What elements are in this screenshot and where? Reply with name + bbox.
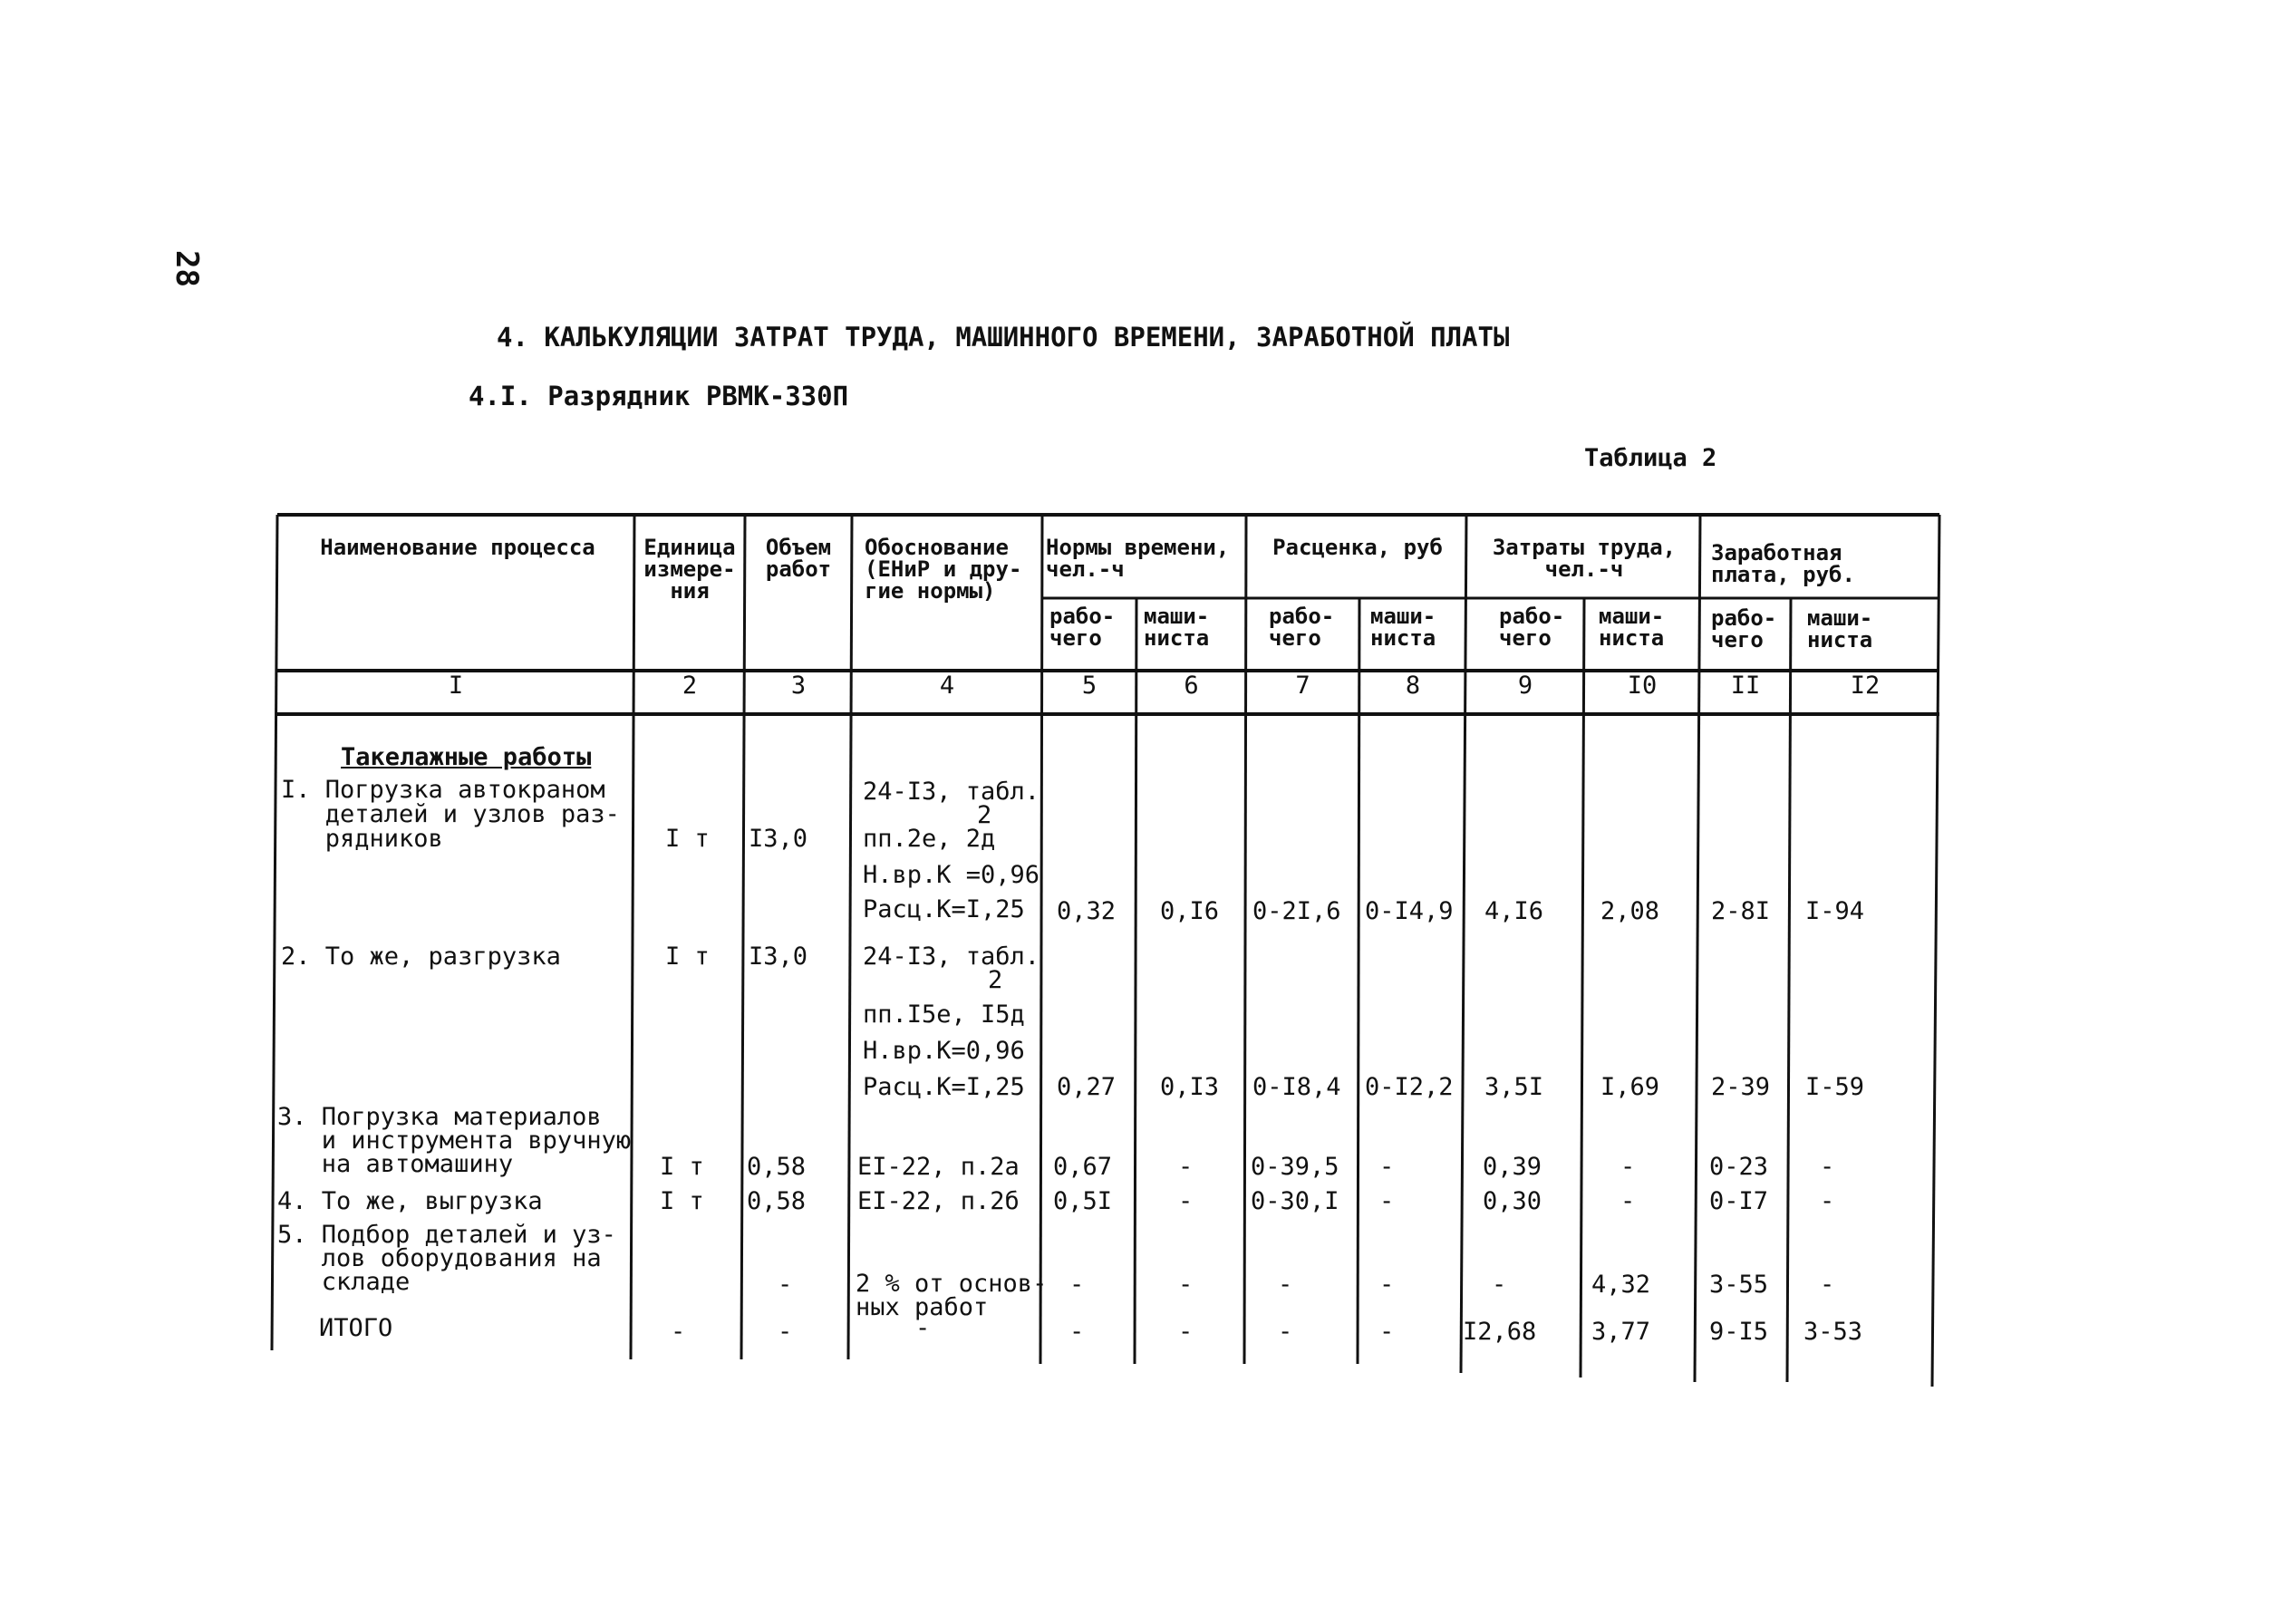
row-4-wage-worker: 0-I7 — [1709, 1187, 1769, 1215]
sub-wage-operator: маши- ниста — [1807, 605, 1873, 652]
row-5-time-operator: - — [1178, 1271, 1194, 1299]
row-2-wage-operator: I-59 — [1805, 1073, 1865, 1101]
row-1-wage-worker: 2-8I — [1711, 897, 1771, 925]
row-4-basis-1: ЕI-22, п.2б — [857, 1187, 1020, 1215]
header-basis: Обоснование (ЕНиР и дру- гие нормы) — [865, 535, 1022, 604]
row-2-basis-2: 2 — [988, 966, 1003, 994]
row-2-unit: I т — [665, 942, 710, 971]
column-number-2: 2 — [682, 672, 698, 700]
sub-time-operator: маши- ниста — [1144, 604, 1210, 651]
row-2-labor-worker: 3,5I — [1484, 1073, 1544, 1101]
col-line-1 — [631, 515, 634, 1359]
row-2-basis-5: Расц.К=I,25 — [863, 1073, 1025, 1101]
row-2-time-worker: 0,27 — [1057, 1073, 1117, 1101]
row-5-rate-operator: - — [1379, 1271, 1395, 1299]
row-5-basis-2: ных работ — [856, 1293, 989, 1321]
row-3-basis-1: ЕI-22, п.2а — [857, 1153, 1020, 1181]
total-labor-operator: 3,77 — [1591, 1318, 1651, 1346]
row-2-rate-operator: 0-I2,2 — [1365, 1073, 1454, 1101]
row-3-time-operator: - — [1178, 1153, 1194, 1181]
column-number-11: II — [1730, 672, 1761, 700]
section-heading: Такелажные работы — [341, 743, 592, 771]
row-4-name: 4. То же, выгрузка — [277, 1187, 543, 1215]
row-4-labor-worker: 0,30 — [1483, 1187, 1542, 1215]
row-2-time-operator: 0,I3 — [1160, 1073, 1220, 1101]
col-line-5 — [1135, 598, 1136, 1364]
total-time-worker: - — [1069, 1318, 1085, 1346]
sub-rate-operator: маши- ниста — [1370, 604, 1436, 651]
row-4-unit: I т — [660, 1187, 704, 1215]
total-time-operator: - — [1178, 1318, 1194, 1346]
col-line-2 — [741, 515, 745, 1359]
row-1-basis-5: Расц.К=I,25 — [863, 895, 1025, 923]
row-1-rate-operator: 0-I4,9 — [1365, 897, 1454, 925]
row-5-wage-operator: - — [1820, 1271, 1835, 1299]
row-3-time-worker: 0,67 — [1053, 1153, 1113, 1181]
row-3-rate-operator: - — [1379, 1153, 1395, 1181]
col-line-12 — [1932, 515, 1939, 1387]
row-1-basis-4: Н.вр.К =0,96 — [863, 861, 1040, 889]
row-3-labor-worker: 0,39 — [1483, 1153, 1542, 1181]
total-rate-operator: - — [1379, 1318, 1395, 1346]
total-basis: - — [915, 1314, 931, 1342]
column-number-7: 7 — [1295, 672, 1310, 700]
row-1-rate-worker: 0-2I,6 — [1252, 897, 1341, 925]
header-name: Наименование процесса — [320, 535, 595, 560]
row-1-basis-3: пп.2е, 2д — [863, 825, 996, 853]
row-4-labor-operator: - — [1620, 1187, 1636, 1215]
column-number-10: I0 — [1627, 672, 1658, 700]
sub-labor-operator: маши- ниста — [1599, 604, 1665, 651]
row-3-labor-operator: - — [1620, 1153, 1636, 1181]
row-4-wage-operator: - — [1820, 1187, 1835, 1215]
row-2-name: 2. То же, разгрузка — [281, 942, 561, 971]
row-5-time-worker: - — [1069, 1271, 1085, 1299]
column-number-4: 4 — [939, 672, 955, 700]
row-5-basis-1: 2 % от основ- — [856, 1270, 1048, 1298]
column-number-9: 9 — [1517, 672, 1533, 700]
header-volume: Объем работ — [765, 535, 832, 582]
row-4-time-operator: - — [1178, 1187, 1194, 1215]
col-line-10 — [1695, 515, 1700, 1382]
column-number-5: 5 — [1081, 672, 1097, 700]
row-2-basis-4: Н.вр.К=0,96 — [863, 1037, 1025, 1065]
total-unit: - — [671, 1318, 686, 1346]
col-line-6 — [1244, 515, 1246, 1364]
row-4-rate-operator: - — [1379, 1187, 1395, 1215]
row-2-volume: I3,0 — [749, 942, 808, 971]
total-volume: - — [778, 1318, 793, 1346]
total-label: ИТОГО — [319, 1314, 393, 1342]
row-2-basis-3: пп.I5е, I5д — [863, 1000, 1025, 1029]
col-line-7 — [1358, 598, 1359, 1364]
row-5-labor-worker: - — [1492, 1271, 1507, 1299]
total-wage-worker: 9-I5 — [1709, 1318, 1769, 1346]
row-2-wage-worker: 2-39 — [1711, 1073, 1771, 1101]
row-1-wage-operator: I-94 — [1805, 897, 1865, 925]
section-title: 4. КАЛЬКУЛЯЦИИ ЗАТРАТ ТРУДА, МАШИННОГО ВРЕМЕНИ, ЗАРАБОТНОЙ ПЛАТЫ — [497, 322, 1510, 353]
table-caption: Таблица 2 — [1584, 444, 1717, 472]
column-number-1: I — [448, 672, 464, 700]
header-time-norms: Нормы времени, чел.-ч — [1046, 535, 1230, 582]
row-3-unit: I т — [660, 1153, 704, 1181]
row-5-wage-worker: 3-55 — [1709, 1271, 1769, 1299]
row-4-time-worker: 0,5I — [1053, 1187, 1113, 1215]
row-3-name: 3. Погрузка материалов и инструмента вручную на автомашину — [277, 1103, 632, 1178]
row-5-name: 5. Подбор деталей и уз- лов оборудования на складе — [277, 1221, 616, 1296]
row-1-time-operator: 0,I6 — [1160, 897, 1220, 925]
total-rate-worker: - — [1278, 1318, 1293, 1346]
row-2-rate-worker: 0-I8,4 — [1252, 1073, 1341, 1101]
column-number-8: 8 — [1405, 672, 1421, 700]
row-1-basis-1: 24-I3, табл. — [863, 778, 1040, 806]
row-5-rate-worker: - — [1278, 1271, 1293, 1299]
header-rate: Расценка, руб — [1272, 535, 1443, 560]
header-wage: Заработная плата, руб. — [1711, 540, 1855, 587]
row-3-wage-operator: - — [1820, 1153, 1835, 1181]
page-number: 28 — [169, 250, 205, 287]
sub-wage-worker: рабо- чего — [1711, 605, 1777, 652]
sub-time-worker: рабо- чего — [1049, 604, 1116, 651]
col-line-4 — [1040, 515, 1042, 1364]
row-1-basis-2: 2 — [977, 801, 992, 829]
sub-labor-worker: рабо- чего — [1499, 604, 1565, 651]
row-3-wage-worker: 0-23 — [1709, 1153, 1769, 1181]
row-5-labor-operator: 4,32 — [1591, 1271, 1651, 1299]
row-2-basis-1: 24-I3, табл. — [863, 942, 1040, 971]
header-labor: Затраты труда, чел.-ч — [1492, 535, 1677, 582]
row-1-labor-worker: 4,I6 — [1484, 897, 1544, 925]
column-number-3: 3 — [790, 672, 807, 700]
row-1-name: I. Погрузка автокраном деталей и узлов раз- рядников — [281, 776, 620, 853]
sub-rate-worker: рабо- чего — [1269, 604, 1335, 651]
row-1-labor-operator: 2,08 — [1600, 897, 1660, 925]
row-3-volume: 0,58 — [747, 1153, 807, 1181]
col-line-3 — [848, 515, 852, 1359]
total-wage-operator: 3-53 — [1803, 1318, 1863, 1346]
subsection-title: 4.I. Разрядник РВМК-330П — [469, 381, 849, 411]
row-1-time-worker: 0,32 — [1057, 897, 1117, 925]
row-2-labor-operator: I,69 — [1600, 1073, 1660, 1101]
row-4-volume: 0,58 — [747, 1187, 807, 1215]
row-3-rate-worker: 0-39,5 — [1251, 1153, 1339, 1181]
row-1-unit: I т — [665, 825, 710, 853]
column-number-12: I2 — [1850, 672, 1881, 700]
col-line-8 — [1461, 515, 1466, 1373]
column-number-6: 6 — [1184, 672, 1199, 700]
total-labor-worker: I2,68 — [1463, 1318, 1537, 1346]
row-1-volume: I3,0 — [749, 825, 808, 853]
header-unit: Единица измере- ния — [643, 535, 736, 604]
row-4-rate-worker: 0-30,I — [1251, 1187, 1339, 1215]
row-5-volume: - — [778, 1271, 793, 1299]
